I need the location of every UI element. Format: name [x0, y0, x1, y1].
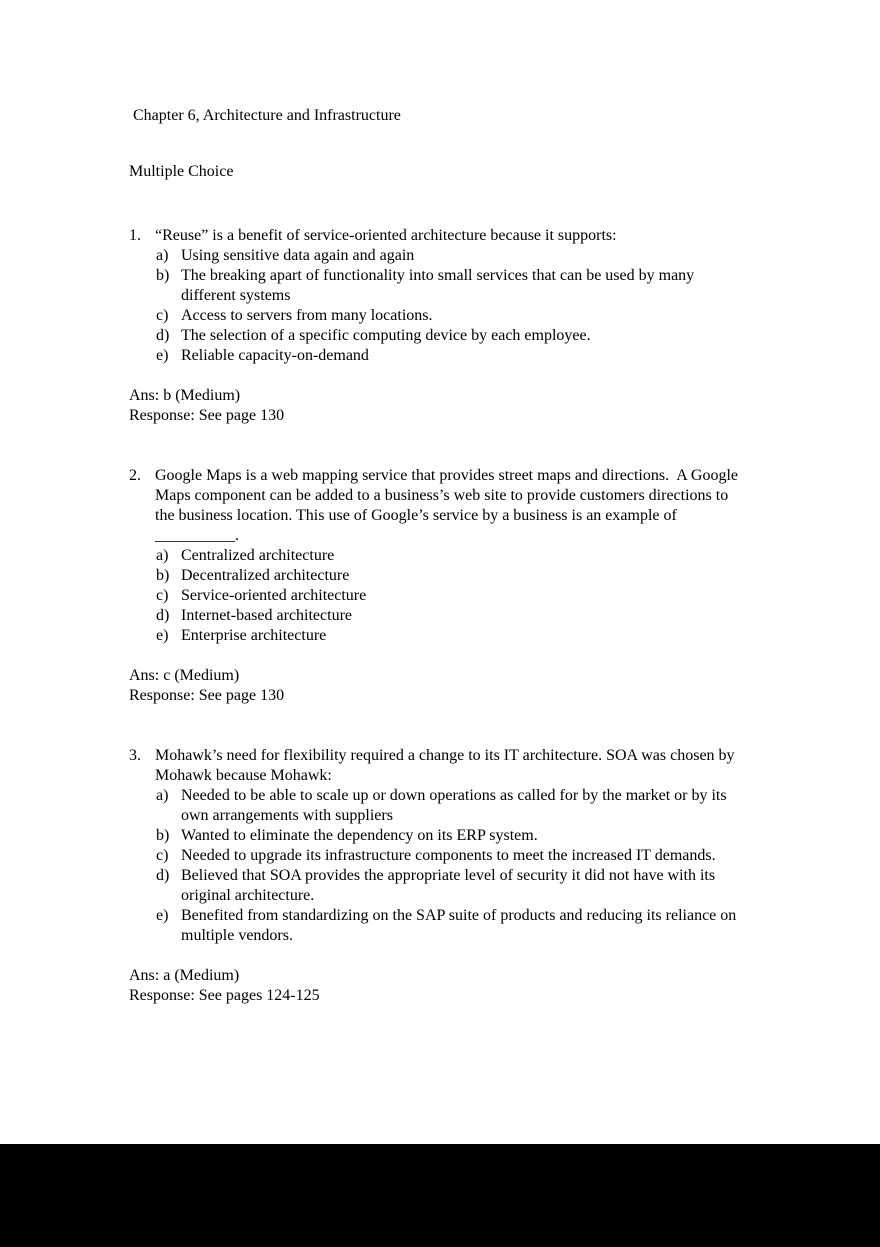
question-number: 3.: [129, 747, 141, 764]
option-letter: d): [156, 607, 170, 624]
option-letter: c): [156, 307, 169, 324]
option-letter: e): [156, 627, 169, 644]
option-text: Believed that SOA provides the appropriate level of security it did not have with its original architecture.: [181, 867, 716, 904]
question-text: “Reuse” is a benefit of service-oriented architecture because it supports:: [155, 227, 617, 244]
question-text: Google Maps is a web mapping service that provides street maps and directions. A Google Maps component can be added to a business’s web site to provide customers directions to the business location. This use of Google’s service by a business is an example of __________.: [155, 467, 742, 544]
answer-block: [129, 386, 750, 426]
options-list: [129, 246, 750, 366]
question-line: [129, 746, 750, 786]
option-text: Needed to upgrade its infrastructure components to meet the increased IT demands.: [181, 847, 716, 864]
option-row: [129, 266, 750, 306]
option-letter: b): [156, 267, 170, 284]
option-letter: d): [156, 867, 170, 884]
question-number: 2.: [129, 467, 141, 484]
option-row: [129, 826, 750, 846]
option-letter: a): [156, 547, 169, 564]
option-text: Needed to be able to scale up or down operations as called for by the market or by its own arrangements with suppliers: [181, 787, 727, 824]
question-line: [129, 466, 750, 546]
option-letter: b): [156, 567, 170, 584]
answer-line: Ans: b (Medium): [129, 387, 241, 404]
option-text: Decentralized architecture: [181, 567, 350, 584]
option-text: Access to servers from many locations.: [181, 307, 433, 324]
section-heading: Multiple Choice: [129, 163, 234, 180]
response-line: Response: See pages 124-125: [129, 987, 320, 1004]
options-list: [129, 546, 750, 646]
option-text: Service-oriented architecture: [181, 587, 367, 604]
answer-block: [129, 966, 750, 1006]
question-block: [129, 746, 750, 1006]
option-row: [129, 846, 750, 866]
question-text: Mohawk’s need for flexibility required a change to its IT architecture. SOA was chosen by Mohawk because Mohawk:: [155, 747, 739, 784]
option-text: Enterprise architecture: [181, 627, 327, 644]
option-row: [129, 586, 750, 606]
option-row: [129, 626, 750, 646]
option-letter: a): [156, 247, 169, 264]
option-row: [129, 566, 750, 586]
question-block: [129, 466, 750, 706]
option-letter: d): [156, 327, 170, 344]
option-text: Using sensitive data again and again: [181, 247, 415, 264]
option-letter: a): [156, 787, 169, 804]
questions-container: [129, 226, 750, 1006]
option-text: The selection of a specific computing device by each employee.: [181, 327, 591, 344]
option-letter: c): [156, 847, 169, 864]
option-row: [129, 786, 750, 826]
option-letter: e): [156, 907, 169, 924]
option-text: Benefited from standardizing on the SAP suite of products and reducing its reliance on multiple vendors.: [181, 907, 737, 944]
option-letter: c): [156, 587, 169, 604]
options-list: [129, 786, 750, 946]
question-block: [129, 226, 750, 426]
option-row: [129, 346, 750, 366]
document-title: Chapter 6, Architecture and Infrastructure: [133, 107, 401, 124]
answer-line: Ans: c (Medium): [129, 667, 240, 684]
option-row: [129, 906, 750, 946]
answer-line: Ans: a (Medium): [129, 967, 240, 984]
option-text: Centralized architecture: [181, 547, 335, 564]
option-text: Internet-based architecture: [181, 607, 353, 624]
question-line: [129, 226, 750, 246]
option-row: [129, 326, 750, 346]
option-row: [129, 606, 750, 626]
option-text: Reliable capacity-on-demand: [181, 347, 369, 364]
option-row: [129, 306, 750, 326]
answer-block: [129, 666, 750, 706]
response-line: Response: See page 130: [129, 687, 285, 704]
page-bottom-gutter: [0, 1144, 880, 1247]
option-row: [129, 246, 750, 266]
option-row: [129, 866, 750, 906]
option-text: Wanted to eliminate the dependency on its ERP system.: [181, 827, 538, 844]
option-row: [129, 546, 750, 566]
option-letter: e): [156, 347, 169, 364]
response-line: Response: See page 130: [129, 407, 285, 424]
option-letter: b): [156, 827, 170, 844]
question-number: 1.: [129, 227, 141, 244]
option-text: The breaking apart of functionality into small services that can be used by many different systems: [181, 267, 695, 304]
